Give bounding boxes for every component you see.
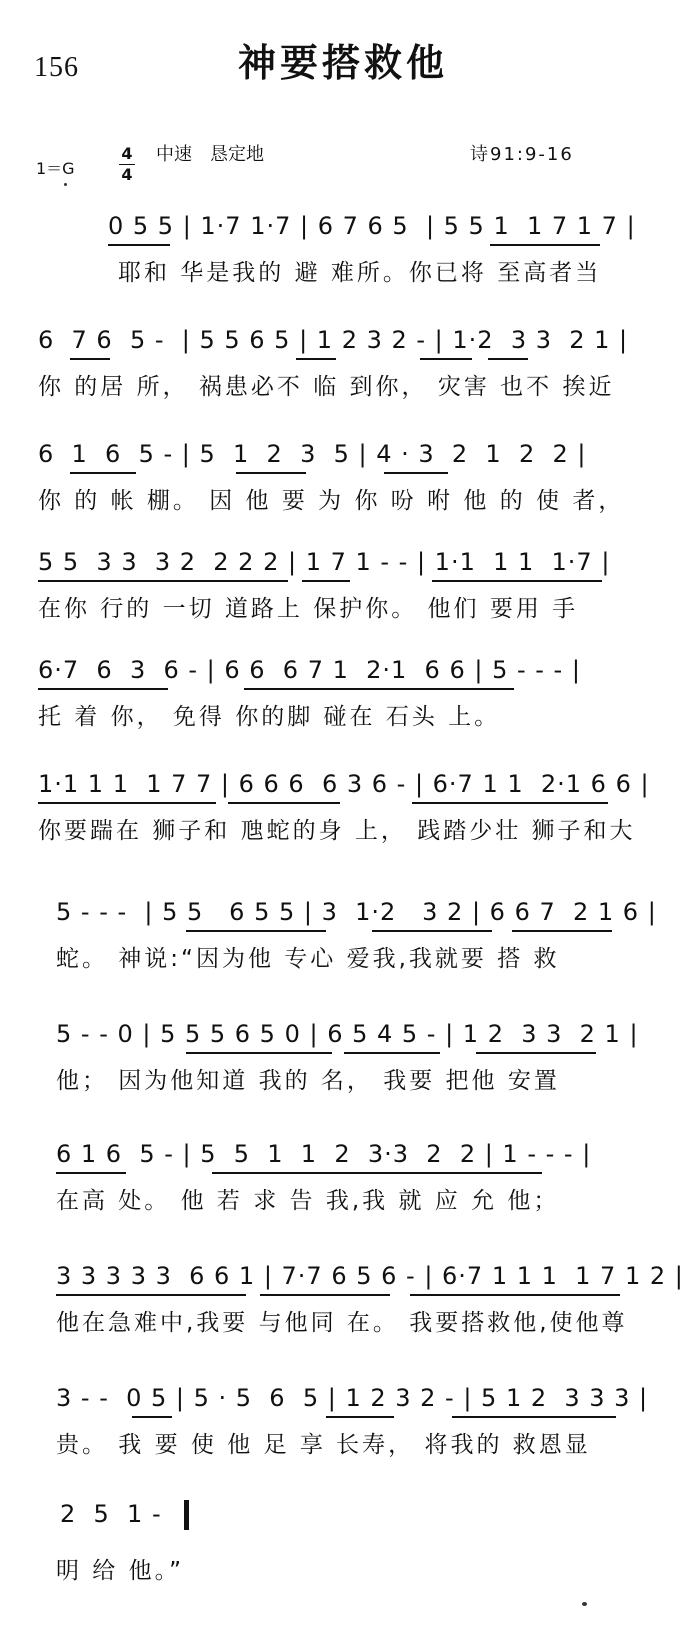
music-system	[0, 1384, 686, 1474]
beam-line	[384, 472, 448, 474]
notation-line	[0, 326, 686, 362]
notation-text: 3 - - 0 5 | 5 · 5 6 5 | 1 2 3 2 - | 5 1 2 3 3 3 |	[56, 1384, 649, 1412]
notation-text: 2 5 1 -	[60, 1500, 162, 1528]
lyric-line: 耶和 华是我的 避 难所。你已将 至高者当	[118, 260, 602, 286]
beam-line	[108, 244, 170, 246]
lyric-line: 你要踹在 狮子和 虺蛇的身 上， 践踏少壮 狮子和大	[38, 818, 636, 844]
page-number: 156	[34, 52, 79, 83]
notation-text: 3 3 3 3 3 6 6 1 | 7·7 6 5 6 - | 6·7 1 1 1 1 7 1 2 |	[56, 1262, 684, 1290]
notation-text: 6·7 6 3 6 - | 6 6 6 7 1 2·1 6 6 | 5 - - - |	[38, 656, 581, 684]
notation-line	[0, 1262, 686, 1298]
notation-line	[0, 1500, 686, 1536]
beam-line	[490, 244, 600, 246]
lyric-line: 明 给 他。”	[56, 1558, 185, 1584]
notation-text: 6 7 6 5 - | 5 5 6 5 | 1 2 3 2 - | 1·2 3 3 2 1 |	[38, 326, 629, 354]
lyric-line: 他在急难中,我要 与他同 在。 我要搭救他,使他尊	[56, 1310, 628, 1336]
time-signature-top: 4	[121, 144, 133, 163]
notation-text: 5 5 3 3 3 2 2 2 2 | 1 7 1 - - | 1·1 1 1 1·7 |	[38, 548, 611, 576]
lyric-line: 贵。 我 要 使 他 足 享 长寿， 将我的 救恩显	[56, 1432, 591, 1458]
music-system	[0, 1020, 686, 1110]
lyric-line: 你 的 帐 棚。 因 他 要 为 你 吩 咐 他 的 使 者，	[38, 488, 625, 514]
song-title: 神要搭救他	[237, 41, 448, 85]
beam-line	[488, 358, 528, 360]
music-system	[0, 326, 686, 416]
beam-line	[260, 1294, 390, 1296]
beam-line	[432, 580, 602, 582]
notation-line	[0, 656, 686, 692]
notation-line	[0, 770, 686, 806]
lyric-line: 托 着 你， 免得 你的脚 碰在 石头 上。	[38, 704, 501, 730]
notation-line	[0, 898, 686, 934]
notation-text: 1·1 1 1 1 7 7 | 6 6 6 6 3 6 - | 6·7 1 1 2·1 6 6 |	[38, 770, 650, 798]
lyric-line: 在你 行的 一切 道路上 保护你。 他们 要用 手	[38, 596, 579, 622]
music-system	[0, 440, 686, 530]
time-signature	[116, 144, 138, 185]
lyric-line: 在高 处。 他 若 求 告 我,我 就 应 允 他；	[56, 1188, 560, 1214]
notation-line	[0, 440, 686, 476]
beam-line	[186, 1052, 332, 1054]
beam-line	[372, 930, 492, 932]
music-system	[0, 1500, 686, 1590]
beam-line	[302, 580, 350, 582]
notation-text: 0 5 5 | 1·7 1·7 | 6 7 6 5 | 5 5 1 1 7 1 7 |	[108, 212, 636, 240]
beam-line	[236, 472, 306, 474]
beam-line	[70, 358, 110, 360]
beam-line	[412, 802, 608, 804]
beam-line	[452, 1416, 616, 1418]
notation-line	[0, 212, 686, 248]
scripture-reference: 诗91:9-16	[470, 144, 574, 165]
beam-line	[38, 802, 216, 804]
lyric-line: 蛇。 神说:“因为他 专心 爱我,我就要 搭 救	[56, 946, 560, 972]
final-barline	[184, 1500, 189, 1530]
notation-line	[0, 1020, 686, 1056]
print-speck	[64, 183, 67, 186]
notation-text: 6 1 6 5 - | 5 1 2 3 5 | 4 · 3 2 1 2 2 |	[38, 440, 587, 468]
beam-line	[56, 1172, 126, 1174]
beam-line	[344, 1052, 440, 1054]
music-system	[0, 1140, 686, 1230]
time-signature-bottom: 4	[121, 165, 133, 184]
notation-text: 5 - - 0 | 5 5 5 6 5 0 | 6 5 4 5 - | 1 2 3 3 2 1 |	[56, 1020, 639, 1048]
notation-line	[0, 1384, 686, 1420]
notation-text: 5 - - - | 5 5 6 5 5 | 3 1·2 3 2 | 6 6 7 2 1 6 |	[56, 898, 657, 926]
beam-line	[132, 1416, 172, 1418]
beam-line	[410, 1294, 620, 1296]
key-signature: 1＝G	[36, 159, 75, 178]
beam-line	[212, 1172, 542, 1174]
music-system	[0, 656, 686, 746]
music-system	[0, 1262, 686, 1352]
beam-line	[512, 930, 612, 932]
beam-line	[476, 1052, 596, 1054]
beam-line	[186, 930, 326, 932]
tempo-marking: 中速 恳定地	[156, 144, 264, 165]
lyric-line: 他； 因为他知道 我的 名， 我要 把他 安置	[56, 1068, 560, 1094]
notation-text: 6 1 6 5 - | 5 5 1 1 2 3·3 2 2 | 1 - - - |	[56, 1140, 592, 1168]
beam-line	[228, 802, 340, 804]
music-system	[0, 770, 686, 860]
notation-line	[0, 1140, 686, 1176]
music-system	[0, 212, 686, 302]
beam-line	[326, 1416, 394, 1418]
beam-line	[244, 688, 514, 690]
beam-line	[420, 358, 472, 360]
beam-line	[56, 1294, 246, 1296]
notation-line	[0, 548, 686, 584]
print-speck	[582, 1602, 587, 1606]
lyric-line: 你 的居 所， 祸患必不 临 到你， 灾害 也不 挨近	[38, 374, 615, 400]
beam-line	[70, 472, 136, 474]
beam-line	[38, 580, 288, 582]
music-system	[0, 898, 686, 988]
beam-line	[296, 358, 336, 360]
music-system	[0, 548, 686, 638]
beam-line	[38, 688, 168, 690]
